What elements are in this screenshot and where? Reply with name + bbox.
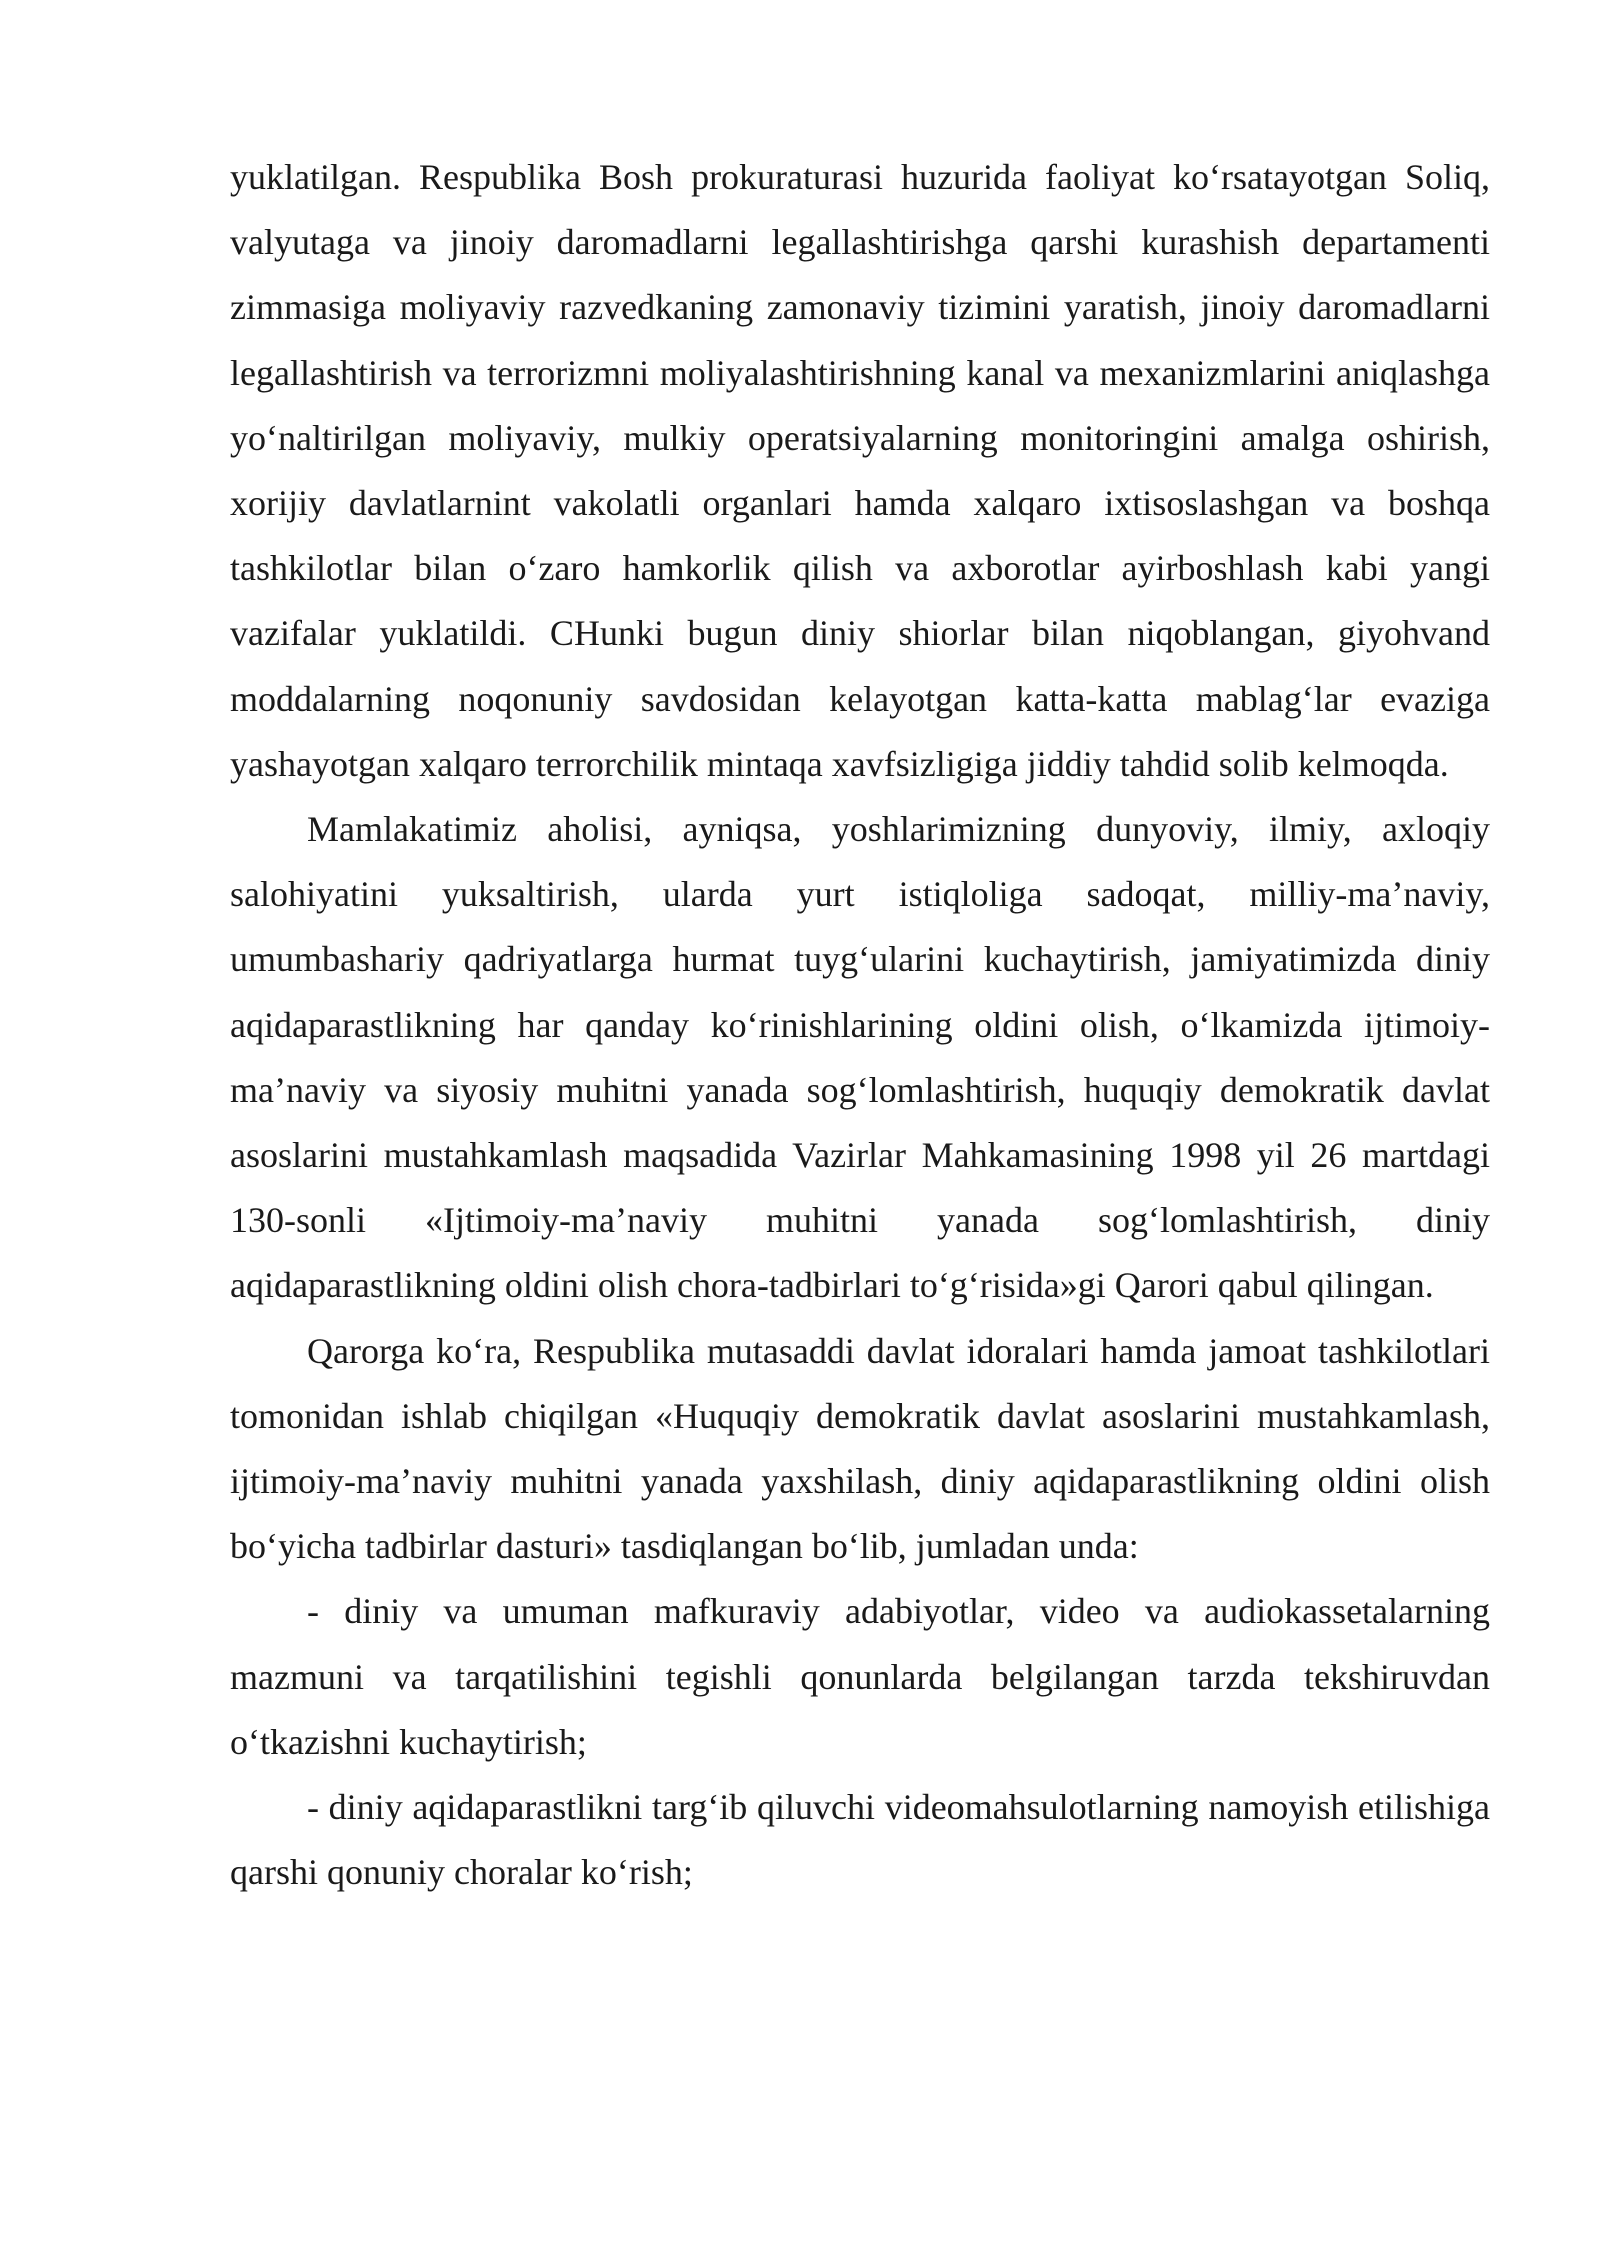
paragraph-youth-values: Mamlakatimiz aholisi, ayniqsa, yoshlarimizning dunyoviy, ilmiy, axloqiy salohiyatini yuksaltirish, ularda yurt istiqloliga sadoqat, milliy-ma’naviy, umumbashariy qadriyatlarga hurmat tuyg‘ularini kuchaytirish, jamiyatimizda diniy aqidaparastlikning har qanday ko‘rinishlarining oldini olish, o‘lkamizda ijtimoiy-ma’naviy va siyosiy muhitni yanada sog‘lomlashtirish, huquqiy demokratik davlat asoslarini mustahkamlash maqsadida Vazirlar Mahkamasining 1998 yil 26 martdagi 130-sonli «Ijtimoiy-ma’naviy muhitni yanada sog‘lomlashtirish, diniy aqidaparastlikning oldini olish chora-tadbirlari to‘g‘risida»gi Qarori qabul qilingan. — [230, 809, 1490, 1306]
paragraph-continuation: yuklatilgan. Respublika Bosh prokuraturasi huzurida faoliyat ko‘rsatayotgan Soliq, valyutaga va jinoiy daromadlarni legallashtirishga qarshi kurashish departamenti zimmasiga moliyaviy razvedkaning zamonaviy tizimini yaratish, jinoiy daromadlarni legallashtirish va terrorizmni moliyalashtirishning kanal va mexanizmlarini aniqlashga yo‘naltirilgan moliyaviy, mulkiy operatsiyalarning monitoringini amalga oshirish, xorijiy davlatlarnint vakolatli organlari hamda xalqaro ixtisoslashgan va boshqa tashkilotlar bilan o‘zaro hamkorlik qilish va axborotlar ayirboshlash kabi yangi vazifalar yuklatildi. CHunki bugun diniy shiorlar bilan niqoblangan, giyohvand moddalarning noqonuniy savdosidan kelayotgan katta-katta mablag‘lar evaziga yashayotgan xalqaro terrorchilik mintaqa xavfsizligiga jiddiy tahdid solib kelmoqda. — [230, 157, 1490, 784]
list-item-video-measures: - diniy aqidaparastlikni targ‘ib qiluvchi videomahsulotlarning namoyish etilishiga qarshi qonuniy choralar ko‘rish; — [230, 1787, 1490, 1893]
list-item-literature-inspection: - diniy va umuman mafkuraviy adabiyotlar, video va audiokassetalarning mazmuni va tarqatilishini tegishli qonunlarda belgilangan tarzda tekshiruvdan o‘tkazishni kuchaytirish; — [230, 1591, 1490, 1762]
document-page — [230, 145, 1490, 1905]
paragraph-resolution-program: Qarorga ko‘ra, Respublika mutasaddi davlat idoralari hamda jamoat tashkilotlari tomonidan ishlab chiqilgan «Huquqiy demokratik davlat asoslarini mustahkamlash, ijtimoiy-ma’naviy muhitni yanada yaxshilash, diniy aqidaparastlikning oldini olish bo‘yicha tadbirlar dasturi» tasdiqlangan bo‘lib, jumladan unda: — [230, 1330, 1490, 1567]
